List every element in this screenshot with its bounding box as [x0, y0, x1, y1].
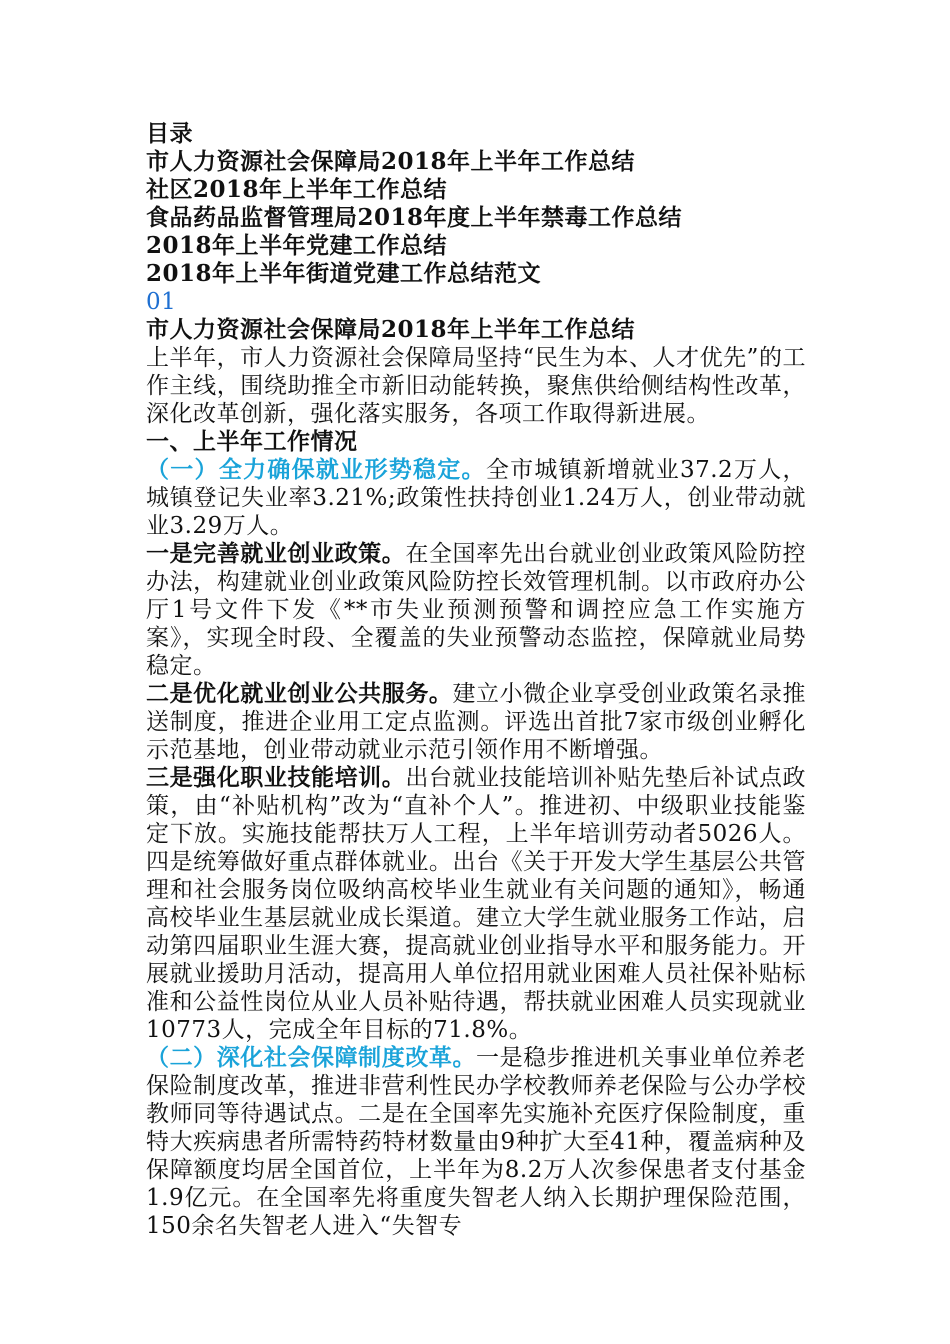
- paragraph-text: 一是稳步推进机关事业单位养老保险制度改革，推进非营利性民办学校教师养老保险与公办学校教师同等待遇试点。二是在全国率先实施补充医疗保险制度，重特大疾病患者所需特药特材数量由9种扩大至41种，覆盖病种及保障额度均居全国首位，上半年为8.2万人次参保患者支付基金1.9亿元。在全国率先将重度失智老人纳入长期护理保险范围，150余名失智老人进入“失智专: [146, 1045, 807, 1239]
- paragraph-employment: [146, 456, 806, 540]
- paragraph-text: 建立小微企业享受创业政策名录推送制度，推进企业用工定点监测。评选出首批7家市级创业孵化示范基地，创业带动就业示范引领作用不断增强。: [146, 681, 807, 763]
- paragraph-lead: 三是强化职业技能培训。: [146, 764, 406, 791]
- document-page: [146, 120, 806, 1240]
- toc-item[interactable]: 市人力资源社会保障局2018年上半年工作总结: [146, 148, 636, 175]
- toc-item[interactable]: 2018年上半年党建工作总结: [146, 232, 448, 259]
- paragraph-lead: （二）深化社会保障制度改革。: [146, 1044, 477, 1071]
- heading-first-half-work: 一、上半年工作情况: [146, 428, 358, 455]
- paragraph-training: [146, 764, 806, 1044]
- paragraph-policy: [146, 540, 806, 680]
- paragraph-text: 出台就业技能培训补贴先垫后补试点政策，由“补贴机构”改为“直补个人”。推进初、中级职业技能鉴定下放。实施技能帮扶万人工程，上半年培训劳动者5026人。四是统筹做好重点群体就业。出台《关于开发大学生基层公共管理和社会服务岗位吸纳高校毕业生就业有关问题的通知》，畅通高校毕业生基层就业成长渠道。建立大学生就业服务工作站，启动第四届职业生涯大赛，提高就业创业指导水平和服务能力。开展就业援助月活动，提高用人单位招用就业困难人员社保补贴标准和公益性岗位从业人员补贴待遇，帮扶就业困难人员实现就业10773人，完成全年目标的71.8%。: [146, 765, 807, 1043]
- paragraph-text: 在全国率先出台就业创业政策风险防控办法，构建就业创业政策风险防控长效管理机制。以市政府办公厅1号文件下发《**市失业预测预警和调控应急工作实施方案》，实现全时段、全覆盖的失业预警动态监控，保障就业局势稳定。: [146, 541, 807, 679]
- paragraph-text: 全市城镇新增就业37.2万人，城镇登记失业率3.21%;政策性扶持创业1.24万人，创业带动就业3.29万人。: [146, 457, 807, 539]
- paragraph-public-service: [146, 680, 806, 764]
- intro-paragraph: 上半年，市人力资源社会保障局坚持“民生为本、人才优先”的工作主线，围绕助推全市新旧动能转换，聚焦供给侧结构性改革，深化改革创新，强化落实服务，各项工作取得新进展。: [146, 345, 806, 427]
- section-number: 01: [146, 289, 177, 315]
- paragraph-lead: 一是完善就业创业政策。: [146, 540, 406, 567]
- toc-item[interactable]: 2018年上半年街道党建工作总结范文: [146, 260, 542, 287]
- toc-heading: 目录: [146, 120, 193, 147]
- toc-item[interactable]: 食品药品监督管理局2018年度上半年禁毒工作总结: [146, 204, 683, 231]
- paragraph-lead: （一）全力确保就业形势稳定。: [146, 456, 486, 483]
- toc-item[interactable]: 社区2018年上半年工作总结: [146, 176, 448, 203]
- paragraph-social-security: [146, 1044, 806, 1240]
- paragraph-lead: 二是优化就业创业公共服务。: [146, 680, 453, 707]
- section-title: 市人力资源社会保障局2018年上半年工作总结: [146, 316, 636, 343]
